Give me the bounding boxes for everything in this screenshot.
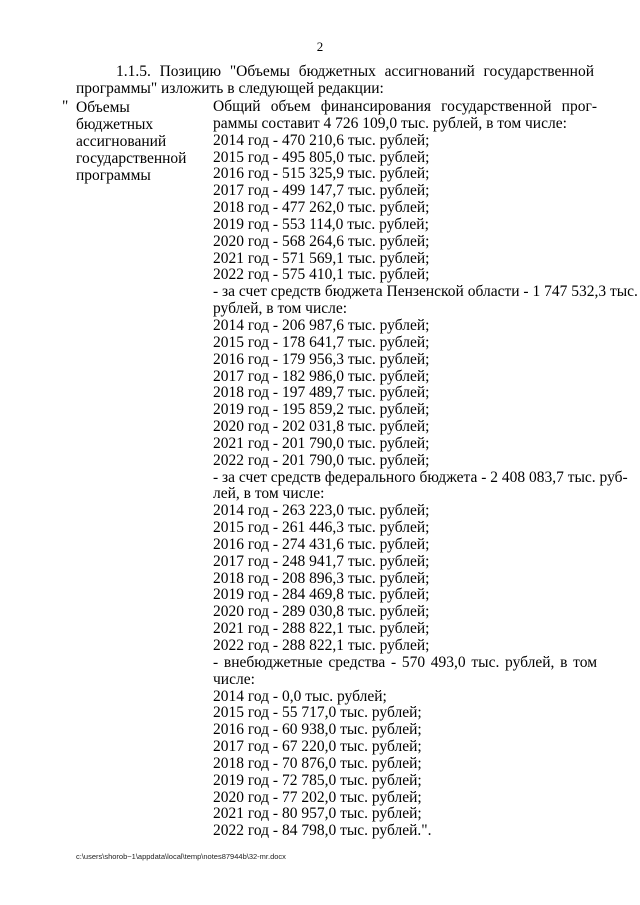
- position-label: [76, 99, 206, 184]
- year-amount-row: 2014 год - 0,0 тыс. рублей;: [213, 687, 387, 705]
- label-line: Объемы: [76, 99, 130, 116]
- year-amount-row: 2021 год - 80 957,0 тыс. рублей;: [213, 805, 422, 823]
- year-amount-row: 2022 год - 201 790,0 тыс. рублей;: [213, 451, 430, 469]
- year-amount-row: 2014 год - 263 223,0 тыс. рублей;: [213, 502, 430, 520]
- extrabudgetary-line-2: числе:: [213, 670, 255, 688]
- year-amount-row: 2017 год - 499 147,7 тыс. рублей;: [213, 182, 430, 200]
- year-amount-row: 2019 год - 553 114,0 тыс. рублей;: [213, 215, 429, 233]
- year-amount-row: 2015 год - 261 446,3 тыс. рублей;: [213, 519, 430, 537]
- page-number: 2: [316, 39, 324, 54]
- opening-quote-mark: ": [62, 98, 69, 115]
- label-line: ассигнований: [76, 133, 167, 150]
- federal-budget-line-1: - за счет средств федерального бюджета - 2 408 083,7 тыс. руб-: [213, 468, 628, 486]
- year-amount-row: 2017 год - 67 220,0 тыс. рублей;: [213, 738, 422, 756]
- file-path-footer: c:\users\shorob~1\appdata\local\temp\notes87944b\32-mr.docx: [76, 852, 286, 861]
- year-amount-row: 2016 год - 60 938,0 тыс. рублей;: [213, 721, 422, 739]
- year-amount-row: 2016 год - 179 956,3 тыс. рублей;: [213, 350, 430, 368]
- year-amount-row: 2016 год - 515 325,9 тыс. рублей;: [213, 165, 430, 183]
- year-amount-row: 2020 год - 202 031,8 тыс. рублей;: [213, 418, 430, 436]
- regional-years-list: [213, 318, 597, 470]
- intro-line-2: программы" изложить в следующей редакции:: [76, 80, 384, 97]
- year-amount-row: 2021 год - 288 822,1 тыс. рублей;: [213, 620, 430, 638]
- year-amount-row: 2020 год - 77 202,0 тыс. рублей;: [213, 788, 422, 806]
- year-amount-row: 2017 год - 182 986,0 тыс. рублей;: [213, 367, 430, 385]
- year-amount-row: 2019 год - 72 785,0 тыс. рублей;: [213, 771, 422, 789]
- year-amount-row: 2019 год - 195 859,2 тыс. рублей;: [213, 401, 430, 419]
- label-line: бюджетных: [76, 116, 154, 133]
- year-amount-row: 2014 год - 470 210,6 тыс. рублей;: [213, 131, 430, 149]
- label-line: программы: [76, 167, 151, 184]
- year-amount-row: 2018 год - 70 876,0 тыс. рублей;: [213, 754, 422, 772]
- year-amount-row: 2014 год - 206 987,6 тыс. рублей;: [213, 316, 430, 334]
- label-line: государственной: [76, 150, 187, 167]
- year-amount-row: 2020 год - 289 030,8 тыс. рублей;: [213, 603, 430, 621]
- year-amount-row: 2022 год - 288 822,1 тыс. рублей;: [213, 637, 430, 654]
- year-amount-row: 2018 год - 208 896,3 тыс. рублей;: [213, 569, 430, 587]
- year-amount-row: 2022 год - 575 410,1 тыс. рублей;: [213, 266, 430, 284]
- year-amount-row: 2022 год - 84 798,0 тыс. рублей.".: [213, 822, 432, 840]
- intro-line-1: 1.1.5. Позицию "Объемы бюджетных ассигнований государственной: [116, 63, 594, 80]
- regional-budget-line-2: рублей, в том числе:: [213, 300, 348, 318]
- year-amount-row: 2021 год - 201 790,0 тыс. рублей;: [213, 434, 430, 452]
- extrabudgetary-line-1: - внебюджетные средства - 570 493,0 тыс. рублей, в том: [213, 653, 597, 671]
- year-amount-row: 2015 год - 495 805,0 тыс. рублей;: [213, 148, 430, 166]
- total-years-list: [213, 133, 597, 285]
- intro-paragraph: [76, 63, 594, 97]
- year-amount-row: 2017 год - 248 941,7 тыс. рублей;: [213, 552, 430, 570]
- total-funding-line-1: Общий объем финансирования государственной прог-: [213, 98, 597, 115]
- year-amount-row: 2015 год - 55 717,0 тыс. рублей;: [213, 704, 422, 722]
- regional-budget-line-1: - за счет средств бюджета Пензенской области - 1 747 532,3 тыс.: [213, 283, 638, 301]
- year-amount-row: 2018 год - 197 489,7 тыс. рублей;: [213, 384, 430, 402]
- federal-years-list: [213, 503, 597, 655]
- year-amount-row: 2021 год - 571 569,1 тыс. рублей;: [213, 249, 430, 267]
- year-amount-row: 2015 год - 178 641,7 тыс. рублей;: [213, 333, 430, 351]
- year-amount-row: 2020 год - 568 264,6 тыс. рублей;: [213, 232, 430, 250]
- year-amount-row: 2016 год - 274 431,6 тыс. рублей;: [213, 535, 430, 553]
- extrabudgetary-years-list: [213, 689, 597, 841]
- year-amount-row: 2018 год - 477 262,0 тыс. рублей;: [213, 199, 430, 217]
- federal-budget-line-2: лей, в том числе:: [213, 485, 325, 503]
- total-funding-line-2: раммы составит 4 726 109,0 тыс. рублей, в том числе:: [213, 114, 567, 132]
- year-amount-row: 2019 год - 284 469,8 тыс. рублей;: [213, 586, 430, 604]
- funding-content: [213, 98, 638, 840]
